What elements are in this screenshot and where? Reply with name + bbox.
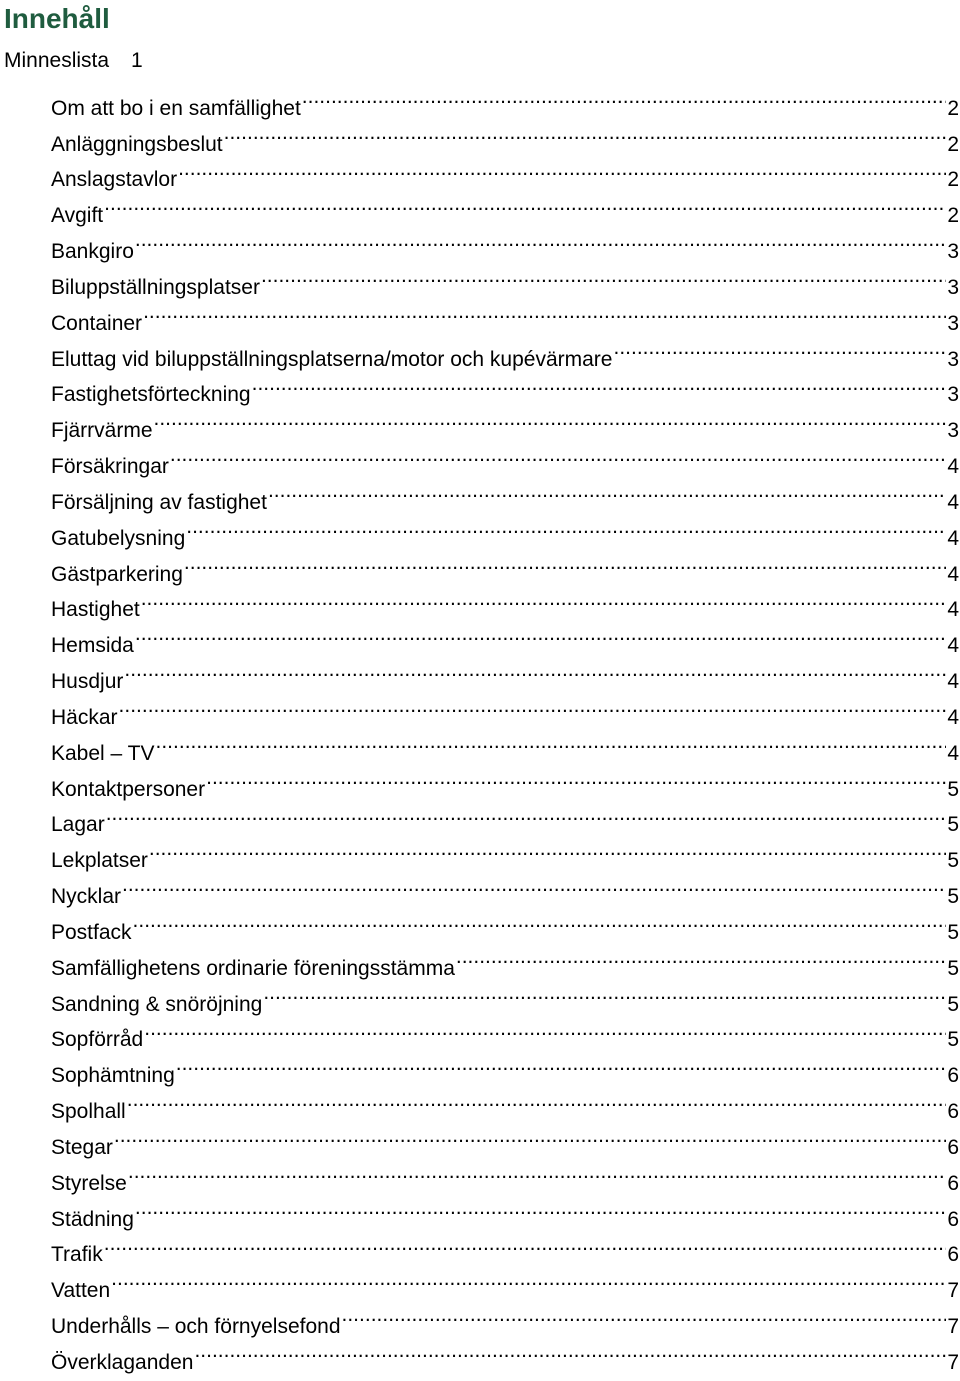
toc-entry-page: 6: [947, 1135, 959, 1159]
toc-level1-page: 1: [131, 49, 143, 72]
toc-entry-label: Nycklar: [51, 885, 122, 909]
toc-entry-page: 3: [947, 383, 959, 407]
toc-entry-page: 5: [947, 992, 959, 1016]
dot-leader: [184, 545, 946, 581]
dot-leader: [224, 115, 947, 151]
toc-entry[interactable]: [51, 581, 959, 622]
toc-entry-label: Stegar: [51, 1135, 113, 1159]
toc-entry-label: Avgift: [51, 204, 104, 228]
toc-entry-label: Kabel – TV: [51, 741, 155, 765]
toc-entry[interactable]: [51, 616, 959, 658]
toc-entry-page: 5: [947, 920, 959, 944]
toc-entry-page: 3: [947, 275, 959, 299]
toc-entry-page: 3: [947, 311, 959, 335]
toc-entry[interactable]: [51, 939, 959, 980]
toc-entry-page: 6: [947, 1207, 959, 1231]
toc-entry-label: Gatubelysning: [51, 526, 186, 550]
toc-entry-label: Överklaganden: [51, 1350, 194, 1374]
toc-entry[interactable]: [51, 724, 959, 765]
toc-entry-page: 6: [947, 1243, 959, 1267]
dot-leader: [176, 1046, 947, 1082]
toc-entry[interactable]: [51, 1226, 959, 1267]
toc-entry-label: Husdjur: [51, 670, 124, 694]
dot-leader: [206, 760, 946, 796]
dot-leader: [178, 151, 946, 187]
toc-entry[interactable]: [51, 796, 959, 837]
toc-entry[interactable]: [51, 401, 959, 443]
toc-entry-page: 5: [947, 813, 959, 837]
toc-entry[interactable]: [51, 1154, 959, 1195]
toc-entry[interactable]: [51, 1190, 959, 1231]
dot-leader: [135, 222, 946, 258]
toc-entry-page: 2: [947, 132, 959, 156]
dot-leader: [194, 1333, 946, 1369]
toc-title: Innehåll: [4, 3, 110, 34]
toc-entry-label: Anläggningsbeslut: [51, 132, 223, 156]
dot-leader: [261, 258, 946, 294]
dot-leader: [135, 1190, 946, 1226]
toc-entry-page: 7: [947, 1279, 959, 1303]
toc-level1-label: Minneslista: [4, 49, 110, 72]
dot-leader: [263, 975, 946, 1011]
toc-entry-label: Hemsida: [51, 634, 134, 658]
toc-entry[interactable]: [51, 258, 959, 299]
dot-leader: [268, 473, 946, 509]
toc-entry-label: Försäljning av fastighet: [51, 490, 267, 514]
dot-leader: [149, 831, 946, 867]
toc-entry-label: Biluppställningsplatser: [51, 275, 260, 299]
toc-list: [51, 79, 959, 1374]
toc-entry-label: Sopförråd: [51, 1028, 144, 1052]
toc-entry-page: 7: [947, 1350, 959, 1374]
dot-leader: [144, 1011, 946, 1047]
toc-entry[interactable]: [51, 1046, 959, 1088]
dot-leader: [104, 186, 946, 222]
toc-entry-label: Fastighetsförteckning: [51, 383, 251, 407]
toc-entry-label: Häckar: [51, 705, 118, 729]
toc-entry-label: Gästparkering: [51, 562, 183, 586]
toc-entry[interactable]: [51, 545, 959, 586]
toc-entry-page: 3: [947, 419, 959, 443]
toc-entry-page: 3: [947, 347, 959, 371]
toc-entry-label: Vatten: [51, 1279, 111, 1303]
toc-entry[interactable]: [51, 186, 959, 228]
dot-leader: [128, 1154, 946, 1190]
dot-leader: [124, 652, 946, 688]
toc-entry-page: 5: [947, 1028, 959, 1052]
toc-entry[interactable]: [51, 1082, 959, 1124]
toc-entry[interactable]: [51, 437, 959, 479]
toc-entry-page: 4: [947, 741, 959, 765]
toc-entry-label: Trafik: [51, 1243, 103, 1267]
dot-leader: [114, 1118, 946, 1154]
toc-entry-page: 4: [947, 634, 959, 658]
toc-entry-page: 4: [947, 455, 959, 479]
toc-entry-label: Underhålls – och förnyelsefond: [51, 1314, 341, 1338]
toc-entry-label: Lekplatser: [51, 849, 148, 873]
toc-entry-label: Styrelse: [51, 1171, 127, 1195]
toc-entry-page: 4: [947, 562, 959, 586]
dot-leader: [156, 724, 947, 760]
toc-entry-label: Sandning & snöröjning: [51, 992, 263, 1016]
toc-entry-label: Bankgiro: [51, 240, 134, 264]
toc-entry-page: 4: [947, 705, 959, 729]
toc-entry-label: Försäkringar: [51, 455, 169, 479]
dot-leader: [302, 79, 947, 115]
toc-entry[interactable]: [51, 867, 959, 909]
toc-entry[interactable]: [51, 151, 959, 192]
toc-entry-page: 5: [947, 885, 959, 909]
toc-entry-label: Anslagstavlor: [51, 168, 178, 192]
toc-entry-page: 5: [947, 849, 959, 873]
toc-entry[interactable]: [51, 1011, 959, 1052]
toc-entry-page: 2: [947, 204, 959, 228]
toc-entry[interactable]: [51, 294, 959, 335]
toc-entry-page: 4: [947, 526, 959, 550]
dot-leader: [106, 796, 947, 832]
dot-leader: [141, 581, 947, 617]
toc-entry[interactable]: [51, 1297, 959, 1338]
toc-entry[interactable]: [51, 688, 959, 729]
toc-entry-label: Fjärrvärme: [51, 419, 153, 443]
toc-entry[interactable]: [51, 473, 959, 514]
toc-entry-page: 5: [947, 956, 959, 980]
toc-entry-page: 6: [947, 1064, 959, 1088]
toc-entry-page: 4: [947, 490, 959, 514]
toc-entry[interactable]: [51, 831, 959, 873]
dot-leader: [135, 616, 946, 652]
toc-entry[interactable]: [51, 330, 959, 371]
toc-entry-page: 6: [947, 1100, 959, 1124]
toc-entry-label: Postfack: [51, 920, 132, 944]
dot-leader: [104, 1226, 947, 1262]
toc-entry[interactable]: [51, 79, 959, 120]
toc-entry-page: 7: [947, 1314, 959, 1338]
toc-entry-label: Kontaktpersoner: [51, 777, 206, 801]
toc-entry[interactable]: [51, 760, 959, 801]
toc-entry[interactable]: [51, 1261, 959, 1303]
toc-entry[interactable]: [51, 509, 959, 550]
toc-entry[interactable]: [51, 652, 959, 694]
toc-entry-page: 2: [947, 96, 959, 120]
dot-leader: [342, 1297, 947, 1333]
toc-entry-page: 5: [947, 777, 959, 801]
toc-level1-entry[interactable]: [4, 44, 143, 78]
dot-leader: [252, 366, 947, 402]
dot-leader: [186, 509, 946, 545]
toc-entry-page: 2: [947, 168, 959, 192]
dot-leader: [143, 294, 946, 330]
dot-leader: [122, 867, 946, 903]
dot-leader: [154, 401, 947, 437]
toc-entry-label: Om att bo i en samfällighet: [51, 96, 301, 120]
toc-entry-label: Sophämtning: [51, 1064, 175, 1088]
toc-entry-label: Spolhall: [51, 1100, 126, 1124]
toc-entry-page: 4: [947, 598, 959, 622]
toc-entry[interactable]: [51, 222, 959, 264]
dot-leader: [456, 939, 946, 975]
toc-entry-label: Städning: [51, 1207, 134, 1231]
toc-entry[interactable]: [51, 1118, 959, 1159]
toc-entry-page: 6: [947, 1171, 959, 1195]
toc-entry-label: Container: [51, 311, 143, 335]
dot-leader: [613, 330, 946, 366]
dot-leader: [119, 688, 947, 724]
toc-entry-page: 3: [947, 240, 959, 264]
toc-entry-label: Samfällighetens ordinarie föreningsstämma: [51, 956, 455, 980]
dot-leader: [111, 1261, 946, 1297]
dot-leader: [133, 903, 947, 939]
toc-entry-page: 4: [947, 670, 959, 694]
dot-leader: [127, 1082, 947, 1118]
toc-entry-label: Eluttag vid biluppställningsplatserna/motor och kupévärmare: [51, 347, 613, 371]
toc-entry-label: Hastighet: [51, 598, 140, 622]
toc-entry[interactable]: [51, 903, 959, 944]
toc-entry-label: Lagar: [51, 813, 105, 837]
dot-leader: [170, 437, 946, 473]
